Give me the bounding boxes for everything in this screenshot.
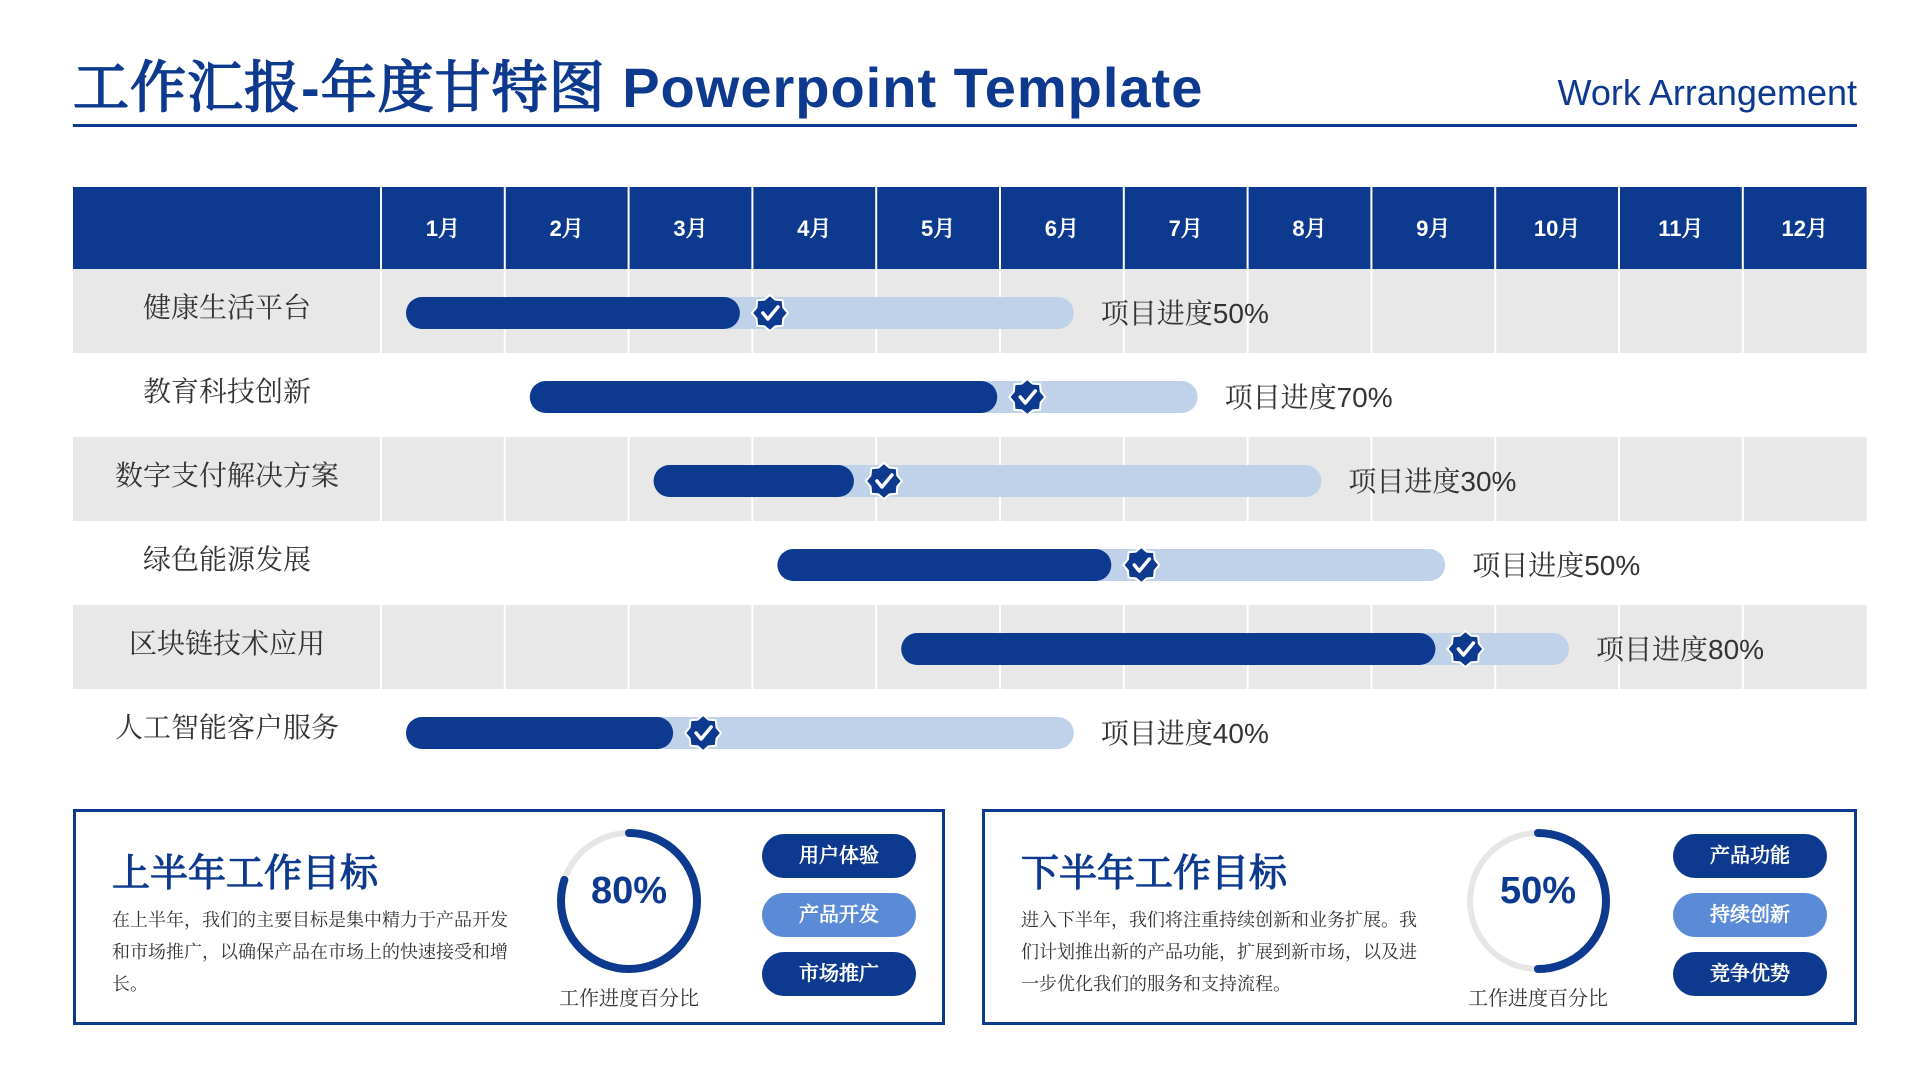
progress-percent: 50% xyxy=(1499,870,1577,912)
month-label: 10月 xyxy=(1533,216,1581,241)
verified-badge-icon xyxy=(866,463,902,499)
month-label: 3月 xyxy=(673,216,708,241)
task-label: 人工智能客户服务 xyxy=(114,712,340,743)
tag-user-experience: 用户体验 xyxy=(762,834,916,878)
progress-caption: 工作进度百分比 xyxy=(1468,988,1608,1010)
first-half-goals-card xyxy=(73,809,945,1025)
verified-badge-icon xyxy=(1009,379,1045,415)
second-half-goals-card xyxy=(982,809,1857,1025)
card-description: 进入下半年，我们将注重持续创新和业务扩展。我们计划推出新的产品功能，扩展到新市场，以及进一步优化我们的服务和支持流程。 xyxy=(1021,910,1417,994)
month-label: 8月 xyxy=(1292,216,1327,241)
month-label: 4月 xyxy=(797,216,832,241)
tag-market-promotion: 市场推广 xyxy=(762,952,916,996)
task-label: 教育科技创新 xyxy=(142,376,312,407)
task-bar-progress xyxy=(406,717,673,749)
task-progress-label: 项目进度80% xyxy=(1596,634,1765,665)
card-description: 在上半年，我们的主要目标是集中精力于产品开发和市场推广，以确保产品在市场上的快速接受和增长。 xyxy=(112,910,508,994)
tag-product-development: 产品开发 xyxy=(762,893,916,937)
task-progress-label: 项目进度70% xyxy=(1224,382,1393,413)
month-label: 5月 xyxy=(920,216,956,241)
progress-caption: 工作进度百分比 xyxy=(559,988,699,1010)
card-title: 下半年工作目标 xyxy=(1021,853,1288,895)
month-label: 11月 xyxy=(1658,216,1704,241)
card-title: 上半年工作目标 xyxy=(112,853,379,895)
month-label: 12月 xyxy=(1781,216,1828,241)
page-subtitle: Work Arrangement xyxy=(1557,72,1857,113)
task-bar-progress xyxy=(406,297,740,329)
tag-continuous-innovation: 持续创新 xyxy=(1673,893,1827,937)
task-label: 数字支付解决方案 xyxy=(114,460,340,491)
task-bar-progress xyxy=(530,381,997,413)
task-label: 绿色能源发展 xyxy=(142,544,312,575)
page-title: 工作汇报-年度甘特图 Powerpoint Template xyxy=(73,56,1204,119)
task-bar-progress xyxy=(654,465,854,497)
tag-product-features: 产品功能 xyxy=(1673,834,1827,878)
task-progress-label: 项目进度30% xyxy=(1348,466,1517,497)
month-label: 2月 xyxy=(549,216,584,241)
task-bar-progress xyxy=(777,549,1111,581)
verified-badge-icon xyxy=(685,715,721,751)
gantt-header-band xyxy=(73,187,1867,269)
tag-competitive-advantage: 竞争优势 xyxy=(1673,952,1827,996)
task-progress-label: 项目进度50% xyxy=(1472,550,1641,581)
month-label: 1月 xyxy=(425,216,461,241)
task-progress-label: 项目进度40% xyxy=(1100,718,1269,749)
task-label: 区块链技术应用 xyxy=(128,628,326,659)
progress-percent: 80% xyxy=(590,870,668,912)
task-label: 健康生活平台 xyxy=(142,292,312,323)
task-bar-progress xyxy=(901,633,1435,665)
verified-badge-icon xyxy=(1123,547,1159,583)
month-label: 9月 xyxy=(1416,216,1451,241)
verified-badge-icon xyxy=(752,295,788,331)
month-label: 6月 xyxy=(1044,216,1080,241)
verified-badge-icon xyxy=(1447,631,1483,667)
month-label: 7月 xyxy=(1168,216,1203,241)
task-progress-label: 项目进度50% xyxy=(1100,298,1269,329)
